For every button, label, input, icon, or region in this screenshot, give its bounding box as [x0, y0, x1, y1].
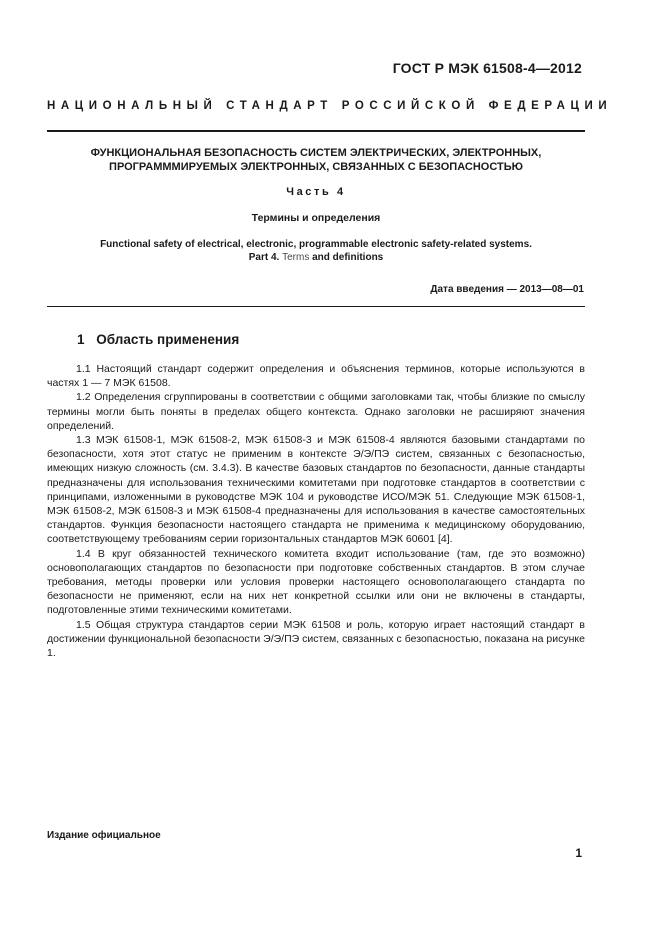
russian-title-line-1: ФУНКЦИОНАЛЬНАЯ БЕЗОПАСНОСТЬ СИСТЕМ ЭЛЕКТРИЧЕСКИХ, ЭЛЕКТРОННЫХ,: [90, 147, 542, 159]
english-title-line-2: [47, 251, 585, 264]
english-part-label: Part 4.: [248, 252, 280, 263]
part-label: Часть 4: [286, 186, 346, 198]
english-and-definitions: and definitions: [312, 252, 384, 263]
section-number: 1: [77, 332, 85, 347]
russian-title: [47, 146, 585, 174]
page-number: 1: [575, 846, 582, 860]
document-code: ГОСТ Р МЭК 61508-4—2012: [392, 60, 582, 76]
section-heading: [77, 332, 239, 347]
top-divider: [47, 130, 585, 132]
paragraph-1-5: 1.5 Общая структура стандартов серии МЭК 61508 и роль, которую играет настоящий стандарт в достижении функциональной безопасности Э/Э/ПЭ систем, связанных с безопасностью, показана на рисунке 1.: [47, 618, 585, 660]
paragraph-1-4: 1.4 В круг обязанностей технического комитета входит использование (там, где это возможно) основополагающих стандартов по безопасности при подготовке собственных стандартов. В этом случае требования, методы проверки или условия проверки настоящего основополагающего стандарта по безопасности не применяют, если на них нет конкретной ссылки или они не включены в стандарты, подготовленные этими техническими комитетами.: [47, 547, 585, 617]
english-title-line-1: Functional safety of electrical, electronic, programmable electronic safety-related systems.: [100, 239, 532, 250]
paragraph-1-3: 1.3 МЭК 61508-1, МЭК 61508-2, МЭК 61508-3 и МЭК 61508-4 являются базовыми стандартами по безопасности, хотя этот статус не применим в контексте Э/Э/ПЭ систем, связанных с безопасностью, имеющих низкую сложность (см. 3.4.3). В качестве базовых стандартов по безопасности, данные стандарты предназначены для использования техническими комитетами при подготовке стандартов в соответствии с принципами, изложенными в руководстве МЭК 104 и руководстве ИСО/МЭК 51. Следующие МЭК 61508-1, МЭК 61508-2, МЭК 61508-3 и МЭК 61508-4 предназначены для использования в качестве самостоятельных стандартов. Функция безопасности настоящего стандарта не применима к медицинскому оборудованию, соответствующему требованиям серии горизонтальных стандартов МЭК 60601 [4].: [47, 434, 585, 546]
section-title: Область применения: [96, 332, 240, 347]
paragraph-1-2: 1.2 Определения сгруппированы в соответствии с общими заголовками так, чтобы близкие по смыслу термины могли быть поняты в пределах общего контекста. Однако заголовки не расширяют значения определений.: [47, 391, 585, 432]
date-divider: [47, 306, 585, 307]
english-terms-word: Terms: [282, 252, 310, 263]
russian-title-line-2: ПРОГРАМММИРУЕМЫХ ЭЛЕКТРОННЫХ, СВЯЗАННЫХ С БЕЗОПАСНОСТЬЮ: [109, 161, 523, 173]
official-edition-note: Издание официальное: [47, 830, 161, 841]
national-standard-heading: НАЦИОНАЛЬНЫЙ СТАНДАРТ РОССИЙСКОЙ ФЕДЕРАЦИИ: [47, 100, 613, 112]
english-title: [47, 238, 585, 264]
paragraph-1-1: 1.1 Настоящий стандарт содержит определения и объяснения терминов, которые используются в частях 1 — 7 МЭК 61508.: [47, 363, 585, 390]
introduction-date: Дата введения — 2013—08—01: [430, 284, 584, 295]
russian-subtitle: Термины и определения: [251, 212, 381, 224]
section-body: [47, 362, 585, 660]
